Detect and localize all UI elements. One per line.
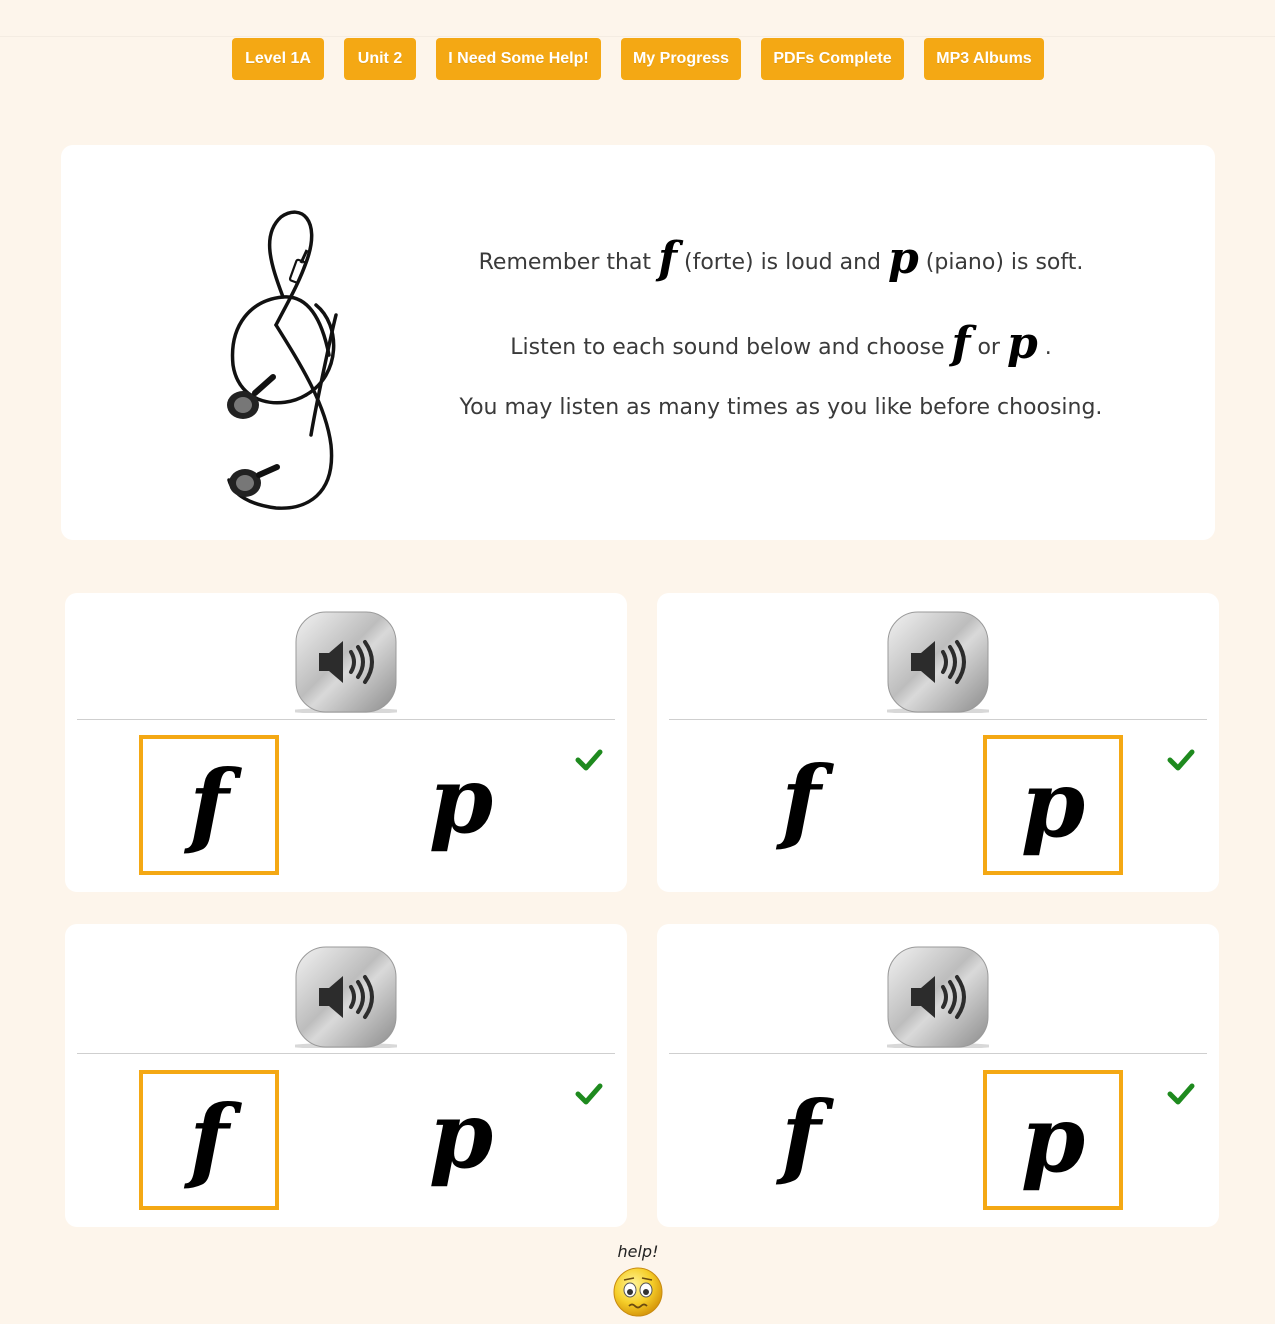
question-card-4 (657, 924, 1219, 1227)
instructions-panel (61, 145, 1215, 540)
question-card-1 (65, 593, 627, 892)
check-icon (1167, 748, 1195, 772)
text: Listen to each sound below and choose (510, 335, 945, 360)
divider (669, 719, 1207, 720)
forte-label: f (189, 750, 229, 858)
help-label: help! (617, 1242, 659, 1261)
piano-option[interactable] (983, 1070, 1123, 1210)
piano-symbol: p (1006, 318, 1038, 369)
instruction-line-1 (406, 233, 1156, 284)
treble-clef-earphones-icon (211, 205, 351, 515)
check-icon (1167, 1082, 1195, 1106)
instructions-text (406, 145, 1156, 540)
top-divider (0, 36, 1275, 37)
level-button[interactable]: Level 1A (232, 38, 324, 80)
piano-label: p (428, 1081, 494, 1189)
speaker-icon[interactable] (887, 946, 989, 1048)
forte-symbol: f (951, 318, 971, 369)
question-card-3 (65, 924, 627, 1227)
text: . (1044, 335, 1052, 360)
forte-label: f (189, 1085, 229, 1193)
forte-option[interactable] (731, 735, 871, 875)
divider (669, 1053, 1207, 1054)
forte-option[interactable] (139, 1070, 279, 1210)
check-icon (575, 1082, 603, 1106)
piano-option[interactable] (391, 1070, 531, 1210)
instruction-line-3: You may listen as many times as you like before choosing. (459, 395, 1103, 420)
mp3-albums-button[interactable]: MP3 Albums (924, 38, 1044, 80)
text: (piano) is soft. (925, 250, 1084, 275)
my-progress-button[interactable]: My Progress (621, 38, 741, 80)
piano-label: p (1020, 750, 1086, 858)
piano-symbol: p (888, 233, 919, 284)
forte-option[interactable] (139, 735, 279, 875)
top-nav (0, 38, 1275, 80)
text: Remember that (478, 250, 652, 275)
divider (77, 719, 615, 720)
speaker-icon[interactable] (295, 611, 397, 713)
text: or (977, 335, 1000, 360)
text: (forte) is loud and (684, 250, 882, 275)
forte-symbol: f (658, 233, 677, 284)
piano-option[interactable] (391, 735, 531, 875)
piano-label: p (428, 746, 494, 854)
speaker-icon[interactable] (887, 611, 989, 713)
piano-option[interactable] (983, 735, 1123, 875)
worried-face-icon (612, 1266, 664, 1318)
forte-label: f (781, 1081, 821, 1189)
piano-label: p (1020, 1085, 1086, 1193)
forte-option[interactable] (731, 1070, 871, 1210)
question-card-2 (657, 593, 1219, 892)
instruction-line-2 (406, 318, 1156, 369)
speaker-icon[interactable] (295, 946, 397, 1048)
pdfs-complete-button[interactable]: PDFs Complete (761, 38, 904, 80)
forte-label: f (781, 746, 821, 854)
need-help-button[interactable]: I Need Some Help! (436, 38, 601, 80)
check-icon (575, 748, 603, 772)
help-button[interactable] (608, 1240, 668, 1320)
unit-button[interactable]: Unit 2 (344, 38, 416, 80)
divider (77, 1053, 615, 1054)
